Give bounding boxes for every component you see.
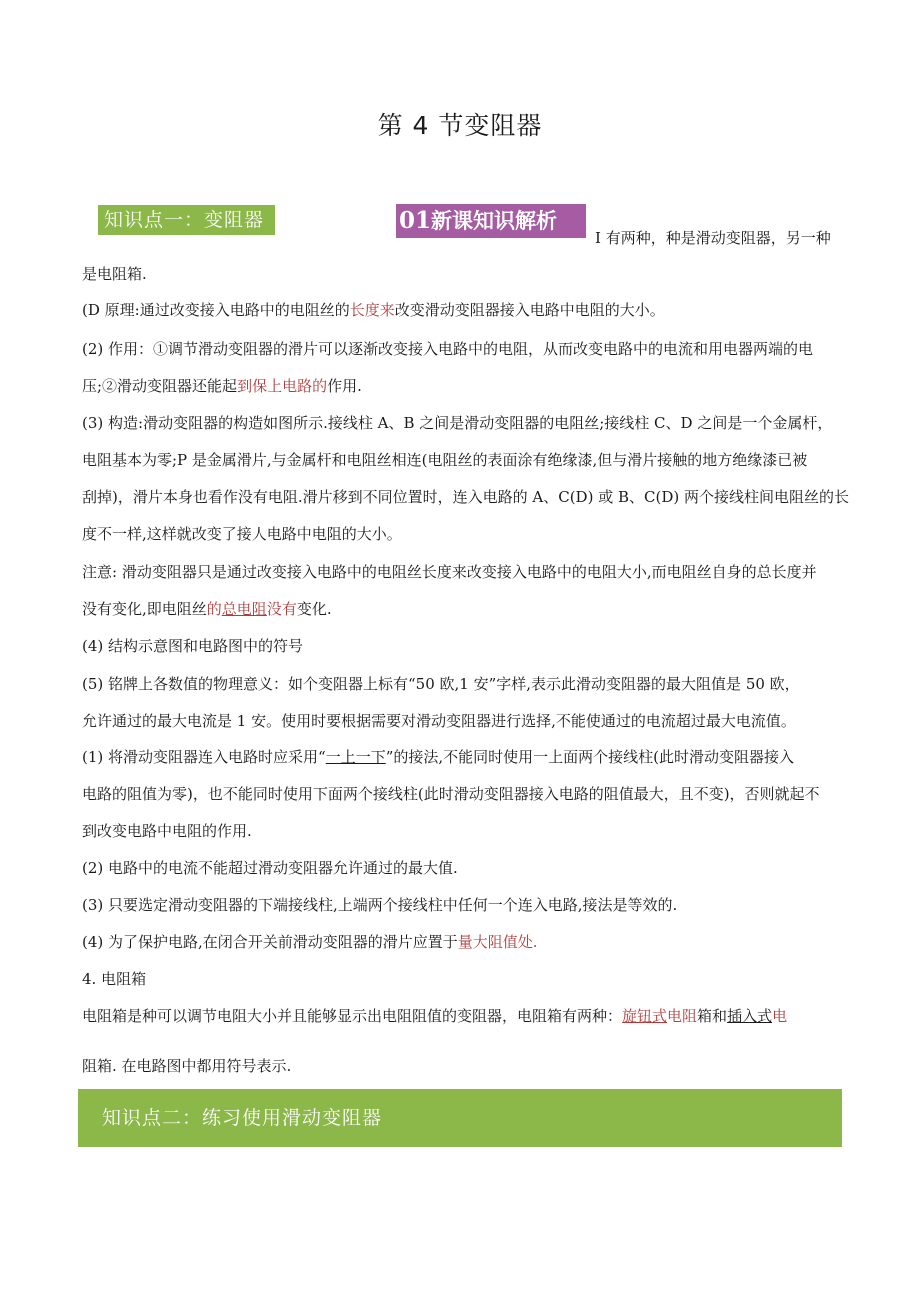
underlined-text: 一上一下 (325, 748, 386, 766)
highlight-text: 电阻 (667, 1007, 698, 1025)
structure-paragraph-line-4: 度不一样,这样就改变了接人电路中电阻的大小。 (82, 525, 402, 543)
note-line-1: 注意: 滑动变阻器只是通过改变接入电路中的电阻丝长度来改变接入电路中的电阻大小,而电阻丝自身的总长度并 (82, 563, 817, 581)
text: ”的接法,不能同时使用一上面两个接线柱(此时滑动变阻器接入 (385, 748, 794, 766)
text: 变化. (296, 600, 332, 618)
highlight-text: 电 (772, 1007, 788, 1025)
highlight-text: 旋钮式 (622, 1007, 668, 1025)
usage-2: (2) 电路中的电流不能超过滑动变阻器允许通过的最大值. (82, 859, 458, 877)
knowledge-point-2-banner: 知识点二：练习使用滑动变阻器 (78, 1089, 842, 1147)
nameplate-line-1: (5) 铭牌上各数值的物理意义：如个变阻器上标有“50 欧,1 安”字样,表示此滑动变阻器的最大阻值是 50 欧， (82, 675, 800, 693)
resistance-box-heading: 4. 电阻箱 (82, 970, 147, 988)
highlight-text: 总电阻 (221, 600, 267, 618)
page-title: 第 4 节变阻器 (377, 111, 543, 140)
function-paragraph-line-2 (82, 375, 852, 396)
text: 电阻箱是种可以调节电阻大小并且能够显示出电阻阻值的变阻器，电阻箱有两种： (82, 1007, 623, 1025)
intro-line-2: 是电阻箱. (82, 265, 147, 283)
usage-3: (3) 只要选定滑动变阻器的下端接线柱,上端两个接线柱中任何一个连入电路,接法是等效的. (82, 896, 678, 914)
nameplate-line-2: 允许通过的最大电流是 1 安。使用时要根据需要对滑动变阻器进行选择,不能使通过的电流超过最大电流值。 (82, 712, 796, 730)
usage-1-line-1 (82, 746, 852, 767)
intro-line-1: I 有两种，种是滑动变阻器，另一种 (595, 229, 831, 247)
highlight-text: 量大阻值处. (457, 933, 538, 951)
text: (D 原理:通过改变接入电路中的电阻丝的 (82, 301, 350, 319)
section-label: 新课知识解析 (431, 209, 558, 233)
resistance-box-line-2: 阻箱. 在电路图中都用符号表示. (82, 1057, 292, 1075)
usage-1-line-2: 电路的阻值为零)，也不能同时使用下面两个接线柱(此时滑动变阻器接入电路的阻值最大，且不变)，否则就起不 (82, 785, 820, 803)
highlight-text: 到保上电路的 (237, 377, 328, 395)
resistance-box-line-1 (82, 1005, 852, 1026)
text: (1) 将滑动变阻器连入电路时应采用“ (82, 748, 326, 766)
text: 压;②滑动变阻器还能起 (82, 377, 238, 395)
highlight-text: 的 (206, 600, 222, 618)
principle-paragraph (82, 299, 852, 320)
note-line-2 (82, 598, 852, 619)
text: 箱和 (697, 1007, 728, 1025)
structure-paragraph-line-1: (3) 构造:滑动变阻器的构造如图所示.接线柱 A、B 之间是滑动变阻器的电阻丝;接线柱 C、D 之间是一个金属杆， (82, 414, 833, 432)
structure-paragraph-line-3: 刮掉)，滑片本身也看作没有电阻.滑片移到不同位置时，连入电路的 A、C(D) 或 B、C(D) 两个接线柱间电阻丝的长 (82, 488, 849, 506)
usage-1-line-3: 到改变电路中电阻的作用. (82, 822, 252, 840)
text: (4) 为了保护电路,在闭合开关前滑动变阻器的滑片应置于 (82, 933, 458, 951)
symbol-paragraph: (4) 结构示意图和电路图中的符号 (82, 637, 304, 655)
highlight-text: 没有 (266, 600, 297, 618)
section-number: 01 (399, 207, 432, 234)
function-paragraph-line-1: (2) 作用：①调节滑动变阻器的滑片可以逐渐改变接入电路中的电阻，从而改变电路中的电流和用电器两端的电 (82, 340, 814, 358)
underlined-text: 插入式 (727, 1007, 773, 1025)
text: 没有变化,即电阻丝 (82, 600, 207, 618)
structure-paragraph-line-2: 电阻基本为零;P 是金属滑片,与金属杆和电阻丝相连(电阻丝的表面涂有绝缘漆,但与滑片接触的地方绝缘漆已被 (82, 451, 808, 469)
text: 改变滑动变阻器接入电路中电阻的大小。 (394, 301, 665, 319)
knowledge-point-1-tag: 知识点一：变阻器 (98, 205, 275, 235)
section-header-tag (396, 204, 586, 238)
text: 作用. (327, 377, 362, 395)
usage-4 (82, 931, 852, 952)
highlight-text: 长度来 (349, 301, 395, 319)
